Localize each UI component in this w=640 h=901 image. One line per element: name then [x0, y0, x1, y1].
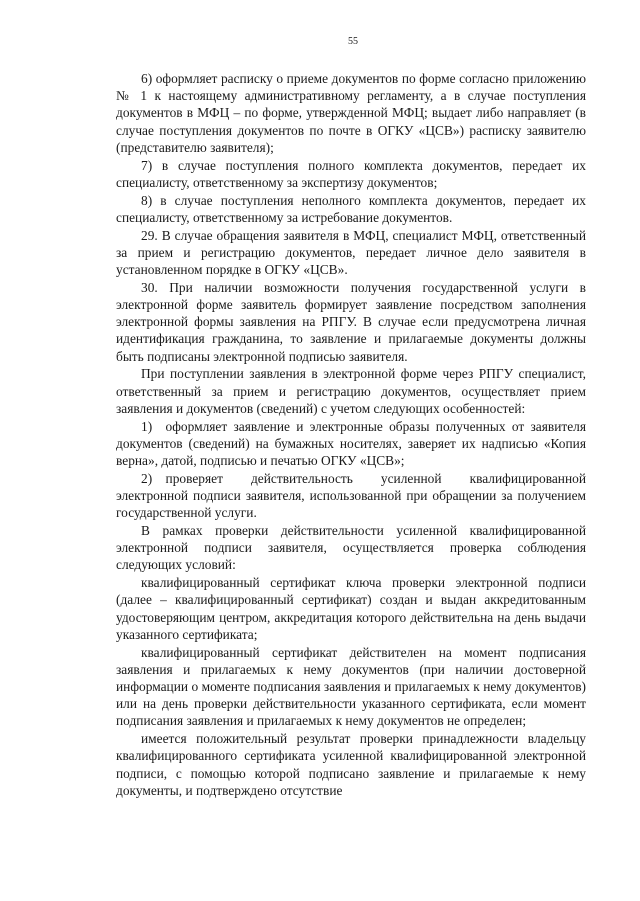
paragraph: квалифицированный сертификат действителен на момент подписания заявления и прилагаемых к нему документов (при наличии достоверной информации о моменте подписания заявления и прилагаемых к нему документов) или на день проверки действительности указанного сертификата, если момент подписания заявления и прилагаемых к нему документов не определен;	[116, 644, 586, 729]
paragraph: имеется положительный результат проверки принадлежности владельцу квалифицированного сертификата усиленной квалифицированной электронной подписи, с помощью которой подписано заявление и прилагаемые к нему документы, и подтверждено отсутствие	[116, 731, 586, 798]
paragraph: 29. В случае обращения заявителя в МФЦ, специалист МФЦ, ответственный за прием и регистрацию документов, передает личное дело заявителя в установленном порядке в ОГКУ «ЦСВ».	[116, 227, 586, 278]
document-body	[116, 70, 586, 799]
paragraph: В рамках проверки действительности усиленной квалифицированной электронной подписи заявителя, осуществляется проверка соблюдения следующих условий:	[116, 523, 586, 573]
paragraph: 30. При наличии возможности получения государственной услуги в электронной форме заявитель формирует заявление посредством заполнения электронной формы заявления на РПГУ. В случае если предусмотрена личная идентификация гражданина, то заявление и прилагаемые документы должны быть подписаны электронной подписью заявителя.	[116, 279, 586, 364]
paragraph: 7) в случае поступления полного комплекта документов, передает их специалисту, ответственному за экспертизу документов;	[116, 157, 586, 190]
paragraph: При поступлении заявления в электронной форме через РПГУ специалист, ответственный за прием и регистрацию документов, осуществляет прием заявления и документов (сведений) с учетом следующих особенностей:	[116, 366, 586, 416]
paragraph: 8) в случае поступления неполного комплекта документов, передает их специалисту, ответственному за истребование документов.	[116, 192, 586, 225]
page-number: 55	[348, 36, 358, 47]
paragraph: 1) оформляет заявление и электронные образы полученных от заявителя документов (сведений) на бумажных носителях, заверяет их надписью «Копия верна», датой, подписью и печатью ОГКУ «ЦСВ»;	[116, 418, 586, 469]
paragraph: 2) проверяет действительность усиленной квалифицированной электронной подписи заявителя, использованной при обращении за получением государственной услуги.	[116, 470, 586, 521]
paragraph: квалифицированный сертификат ключа проверки электронной подписи (далее – квалифицированный сертификат) создан и выдан аккредитованным удостоверяющим центром, аккредитация которого действительна на день выдачи указанного сертификата;	[116, 575, 586, 642]
paragraph: 6) оформляет расписку о приеме документов по форме согласно приложению № 1 к настоящему административному регламенту, а в случае поступления документов в МФЦ – по форме, утвержденной МФЦ; выдает либо направляет (в случае поступления документов по почте в ОГКУ «ЦСВ») расписку заявителю (представителю заявителя);	[116, 71, 586, 155]
